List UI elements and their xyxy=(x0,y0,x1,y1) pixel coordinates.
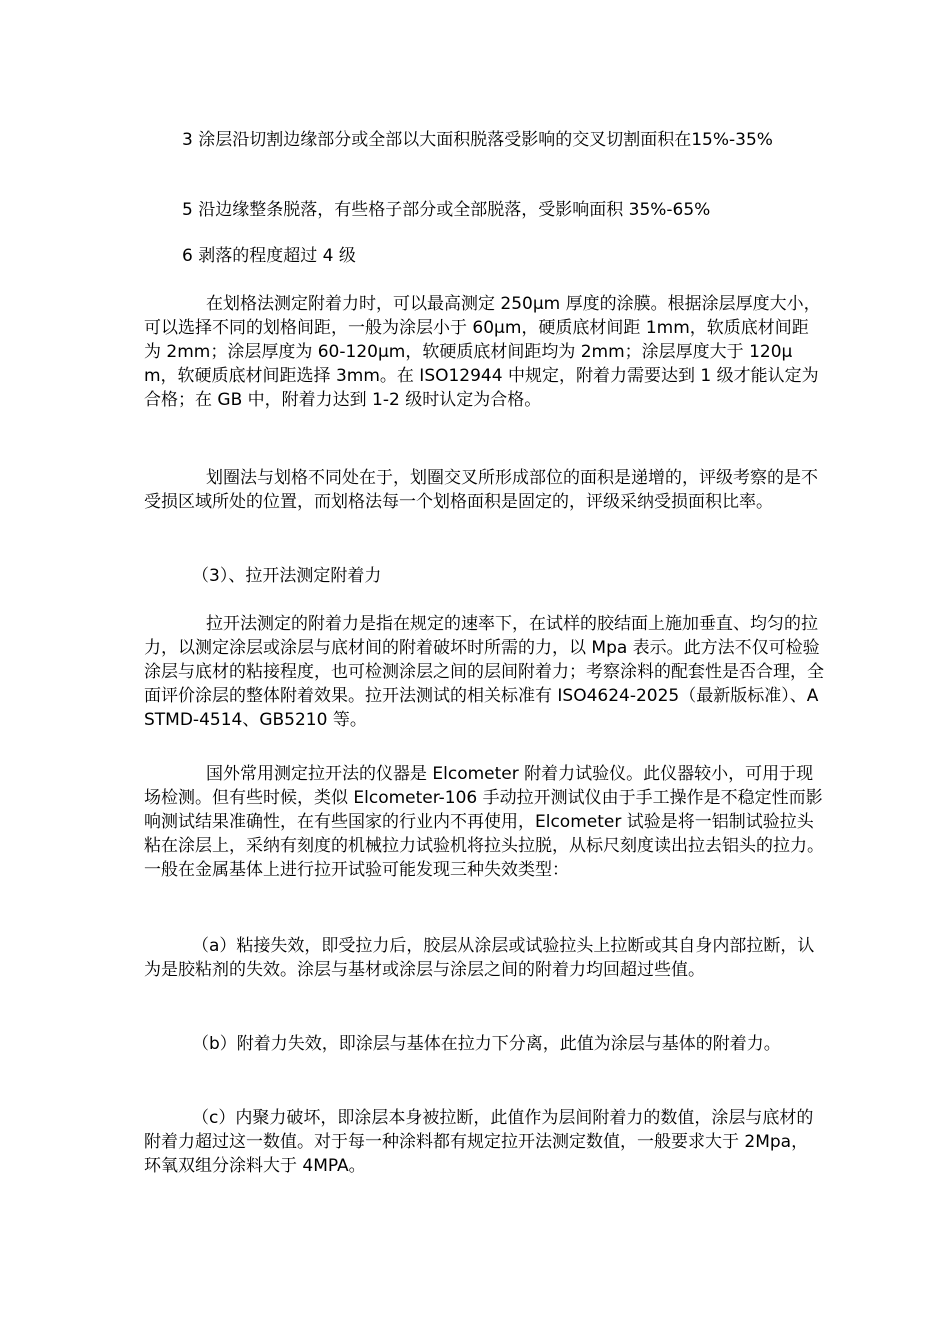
paragraph-grade-6: 6 剥落的程度超过 4 级 xyxy=(182,246,356,266)
paragraph-cross-cut-spacing: 在划格法测定附着力时，可以最高测定 250μm 厚度的涂膜。根据涂层厚度大小，可以选择不同的划格间距，一般为涂层小于 60μm，硬质底材间距 1mm，软质底材间距为 2mm；涂层厚度为 60-120μm，软硬质底材间距均为 2mm；涂层厚度大于 120μm，软硬质底材间距选择 3mm。在 ISO12944 中规定，附着力需要达到 1 级才能认定为合格；在 GB 中，附着力达到 1-2 级时认定为合格。 xyxy=(144,294,821,410)
paragraph-circle-method: 划圈法与划格不同处在于，划圈交叉所形成部位的面积是递增的，评级考察的是不受损区域所处的位置，而划格法每一个划格面积是固定的，评级采纳受损面积比率。 xyxy=(144,468,818,512)
paragraph-grade-3: 3 涂层沿切割边缘部分或全部以大面积脱落受影响的交叉切割面积在15%-35% xyxy=(182,130,773,150)
section-heading-pull-off: （3）、拉开法测定附着力 xyxy=(192,566,382,586)
paragraph-elcometer: 国外常用测定拉开法的仪器是 Elcometer 附着力试验仪。此仪器较小，可用于现场检测。但有些时候，类似 Elcometer-106 手动拉开测试仪由于手工操作是不稳定性而影响测试结果准确性，在有些国家的行业内不再使用，Elcometer 试验是将一铝制试验拉头粘在涂层上，采纳有刻度的机械拉力试验机将拉头拉脱，从标尺刻度读出拉去铝头的拉力。一般在金属基体上进行拉开试验可能发现三种失效类型： xyxy=(144,764,824,880)
paragraph-failure-a: （a）粘接失效，即受拉力后，胶层从涂层或试验拉头上拉断或其自身内部拉断，认为是胶粘剂的失效。涂层与基材或涂层与涂层之间的附着力均回超过些值。 xyxy=(144,936,815,980)
paragraph-failure-b: （b）附着力失效，即涂层与基体在拉力下分离，此值为涂层与基体的附着力。 xyxy=(192,1034,781,1054)
paragraph-pull-off-definition: 拉开法测定的附着力是指在规定的速率下，在试样的胶结面上施加垂直、均匀的拉力，以测定涂层或涂层与底材间的附着破坏时所需的力，以 Mpa 表示。此方法不仅可检验涂层与底材的粘接程度，也可检测涂层之间的层间附着力；考察涂料的配套性是否合理，全面评价涂层的整体附着效果。拉开法测试的相关标准有 ISO4624-2025（最新版标准）、ASTMD-4514、GB5210 等。 xyxy=(144,614,824,730)
paragraph-failure-c: （c）内聚力破坏，即涂层本身被拉断，此值作为层间附着力的数值，涂层与底材的附着力超过这一数值。对于每一种涂料都有规定拉开法测定数值，一般要求大于 2Mpa，环氧双组分涂料大于 4MPA。 xyxy=(144,1108,814,1176)
paragraph-grade-5: 5 沿边缘整条脱落，有些格子部分或全部脱落，受影响面积 35%-65% xyxy=(182,200,711,220)
